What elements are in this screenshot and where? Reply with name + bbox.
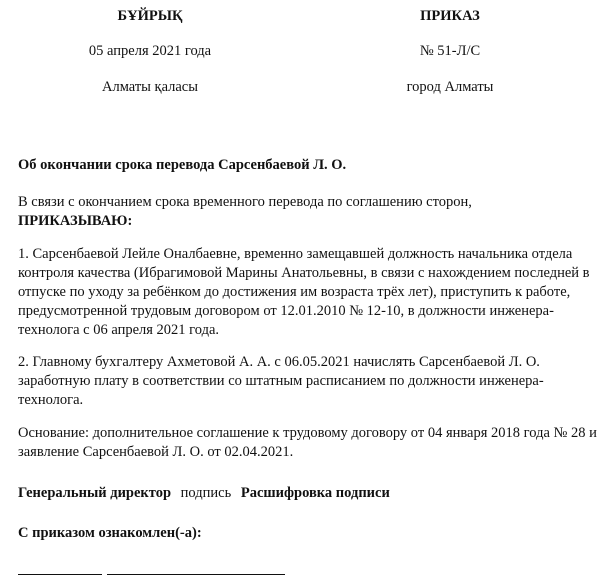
order-item-2: 2. Главному бухгалтеру Ахметовой А. А. с 06.05.2021 начислять Сарсенбаевой Л. О. заработную плату в соответствии со штатным расписанием по должности инженера-технолога.	[18, 354, 544, 408]
order-word: ПРИКАЗЫВАЮ:	[18, 213, 133, 229]
acknowledgement-signature-line	[18, 574, 102, 575]
signature-placeholder: подпись	[180, 485, 232, 501]
acknowledgement-label: С приказом ознакомлен(-а):	[18, 525, 202, 541]
russian-title: ПРИКАЗ	[420, 8, 480, 24]
kazakh-title: БҰЙРЫҚ	[117, 8, 183, 24]
order-date: 05 апреля 2021 года	[88, 43, 212, 59]
kazakh-city: Алматы қаласы	[101, 79, 198, 95]
order-subject: Об окончании срока перевода Сарсенбаевой Л. О.	[18, 157, 347, 173]
order-item-1: 1. Сарсенбаевой Лейле Оналбаевне, временно замещавшей должность начальника отдела контроля качества (Ибрагимовой Марины Анатольевны, в связи с нахождением последней в отпуске по уходу за ребёнком до достижения им возраста трёх лет), приступить к работе, предусмотренной трудовым договором от 12.01.2010 № 12-10, в должности инженера-технолога с 06 апреля 2021 года.	[18, 246, 590, 338]
signature-line	[18, 484, 598, 503]
basis-paragraph: Основание: дополнительное соглашение к трудовому договору от 04 января 2018 года № 28 и заявление Сарсенбаевой Л. О. от 02.04.2021.	[18, 425, 597, 460]
signature-decryption: Расшифровка подписи	[240, 485, 390, 501]
order-number: № 51-Л/С	[419, 43, 481, 59]
russian-city: город Алматы	[406, 79, 494, 95]
intro-text: В связи с окончанием срока временного перевода по соглашению сторон,	[18, 194, 472, 210]
intro-paragraph	[18, 193, 598, 231]
signer-position: Генеральный директор	[18, 485, 172, 501]
acknowledgement-name-line	[107, 574, 285, 575]
